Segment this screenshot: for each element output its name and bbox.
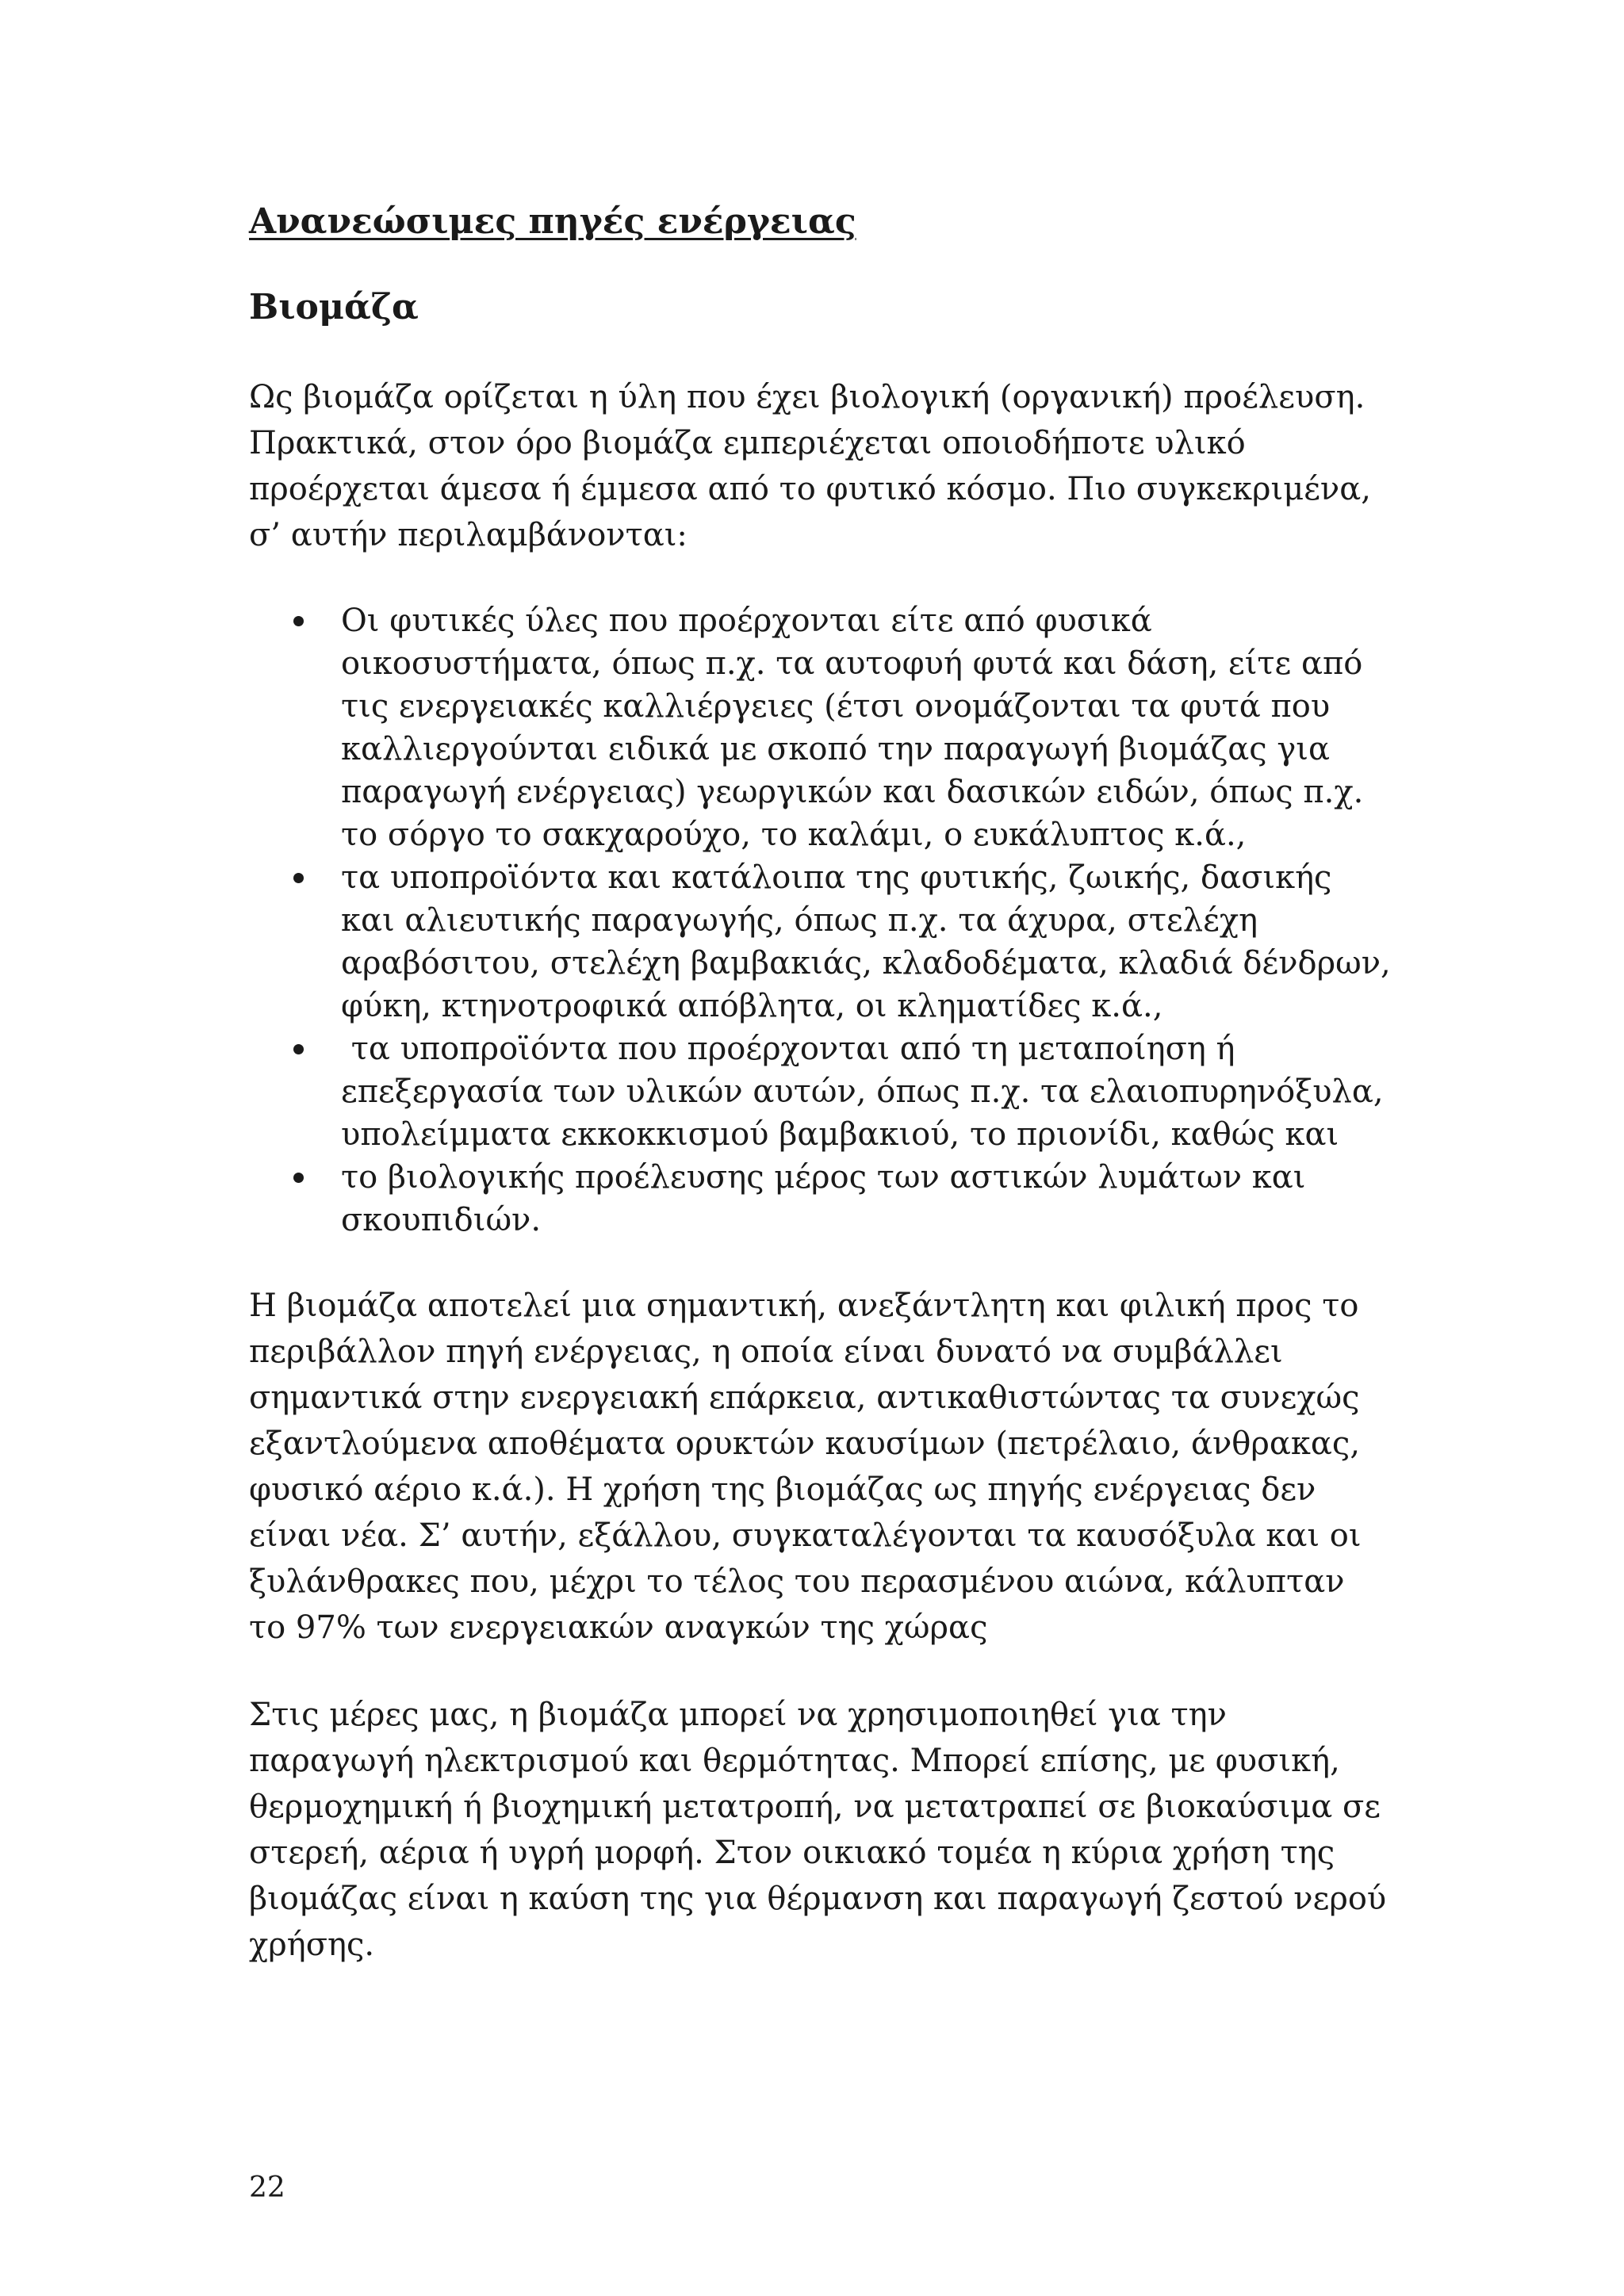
bullet-icon: [293, 616, 304, 626]
biomass-sources-list: [249, 599, 1394, 1242]
list-item-text: τα υποπροϊόντα και κατάλοιπα της φυτικής, ζωικής, δασικής και αλιευτικής παραγωγής, όπως π.χ. τα άχυρα, στελέχη αραβόσιτου, στελέχη βαμβακιάς, κλαδοδέματα, κλαδιά δένδρων, φύκη, κτηνοτροφικά απόβλητα, οι κληματίδες κ.ά.,: [341, 859, 1391, 1024]
page-content: [249, 197, 1394, 1968]
body-paragraph: Η βιομάζα αποτελεί μια σημαντική, ανεξάντλητη και φιλική προς το περιβάλλον πηγή ενέργειας, η οποία είναι δυνατό να συμβάλλει σημαντικά στην ενεργειακή επάρκεια, αντικαθιστώντας τα συνεχώς εξαντλούμενα αποθέματα ορυκτών καυσίμων (πετρέλαιο, άνθρακας, φυσικό αέριο κ.ά.). Η χρήση της βιομάζας ως πηγής ενέργειας δεν είναι νέα. Σ’ αυτήν, εξάλλου, συγκαταλέγονται τα καυσόξυλα και οι ξυλάνθρακες που, μέχρι το τέλος του περασμένου αιώνα, κάλυπταν το 97% των ενεργειακών αναγκών της χώρας: [249, 1288, 1362, 1646]
list-item: [249, 1156, 1391, 1242]
body-paragraph: Στις μέρες μας, η βιομάζα μπορεί να χρησιμοποιηθεί για την παραγωγή ηλεκτρισμού και θερμότητας. Μπορεί επίσης, με φυσική, θερμοχημική ή βιοχημική μετατροπή, να μετατραπεί σε βιοκαύσιμα σε στερεή, αέρια ή υγρή μορφή. Στον οικιακό τομέα η κύρια χρήση της βιομάζας είναι η καύση της για θέρμανση και παραγωγή ζεστού νερού χρήσης.: [249, 1697, 1387, 1963]
list-item-text: το βιολογικής προέλευσης μέρος των αστικών λυμάτων και σκουπιδιών.: [341, 1159, 1306, 1238]
bullet-icon: [293, 1173, 304, 1183]
list-item-text: Οι φυτικές ύλες που προέρχονται είτε από φυσικά οικοσυστήματα, όπως π.χ. τα αυτοφυή φυτά και δάση, είτε από τις ενεργειακές καλλιέργειες (έτσι ονομάζονται τα φυτά που καλλιεργούνται ειδικά με σκοπό την παραγωγή βιομάζας για παραγωγή ενέργειας) γεωργικών και δασικών ειδών, όπως π.χ. το σόργο το σακχαρούχο, το καλάμι, ο ευκάλυπτος κ.ά.,: [341, 603, 1364, 853]
intro-paragraph: Ως βιομάζα ορίζεται η ύλη που έχει βιολογική (οργανική) προέλευση. Πρακτικά, στον όρο βιομάζα εμπεριέχεται οποιοδήποτε υλικό προέρχεται άμεσα ή έμμεσα από το φυτικό κόσμο. Πιο συγκεκριμένα, σ’ αυτήν περιλαμβάνονται:: [249, 379, 1371, 553]
bullet-icon: [293, 873, 304, 883]
list-item: [249, 599, 1391, 856]
section-heading: Ανανεώσιμες πηγές ενέργειας: [249, 201, 856, 242]
bullet-icon: [293, 1044, 304, 1054]
list-item-text: τα υποπροϊόντα που προέρχονται από τη μεταποίηση ή επεξεργασία των υλικών αυτών, όπως π.χ. τα ελαιοπυρηνόξυλα, υπολείμματα εκκοκκισμού βαμβακιού, το πριονίδι, καθώς και: [341, 1031, 1394, 1153]
list-item: [249, 856, 1391, 1027]
list-item: [249, 1027, 1394, 1156]
page-number: 22: [249, 2172, 285, 2204]
subsection-heading: Βιομάζα: [249, 287, 419, 327]
